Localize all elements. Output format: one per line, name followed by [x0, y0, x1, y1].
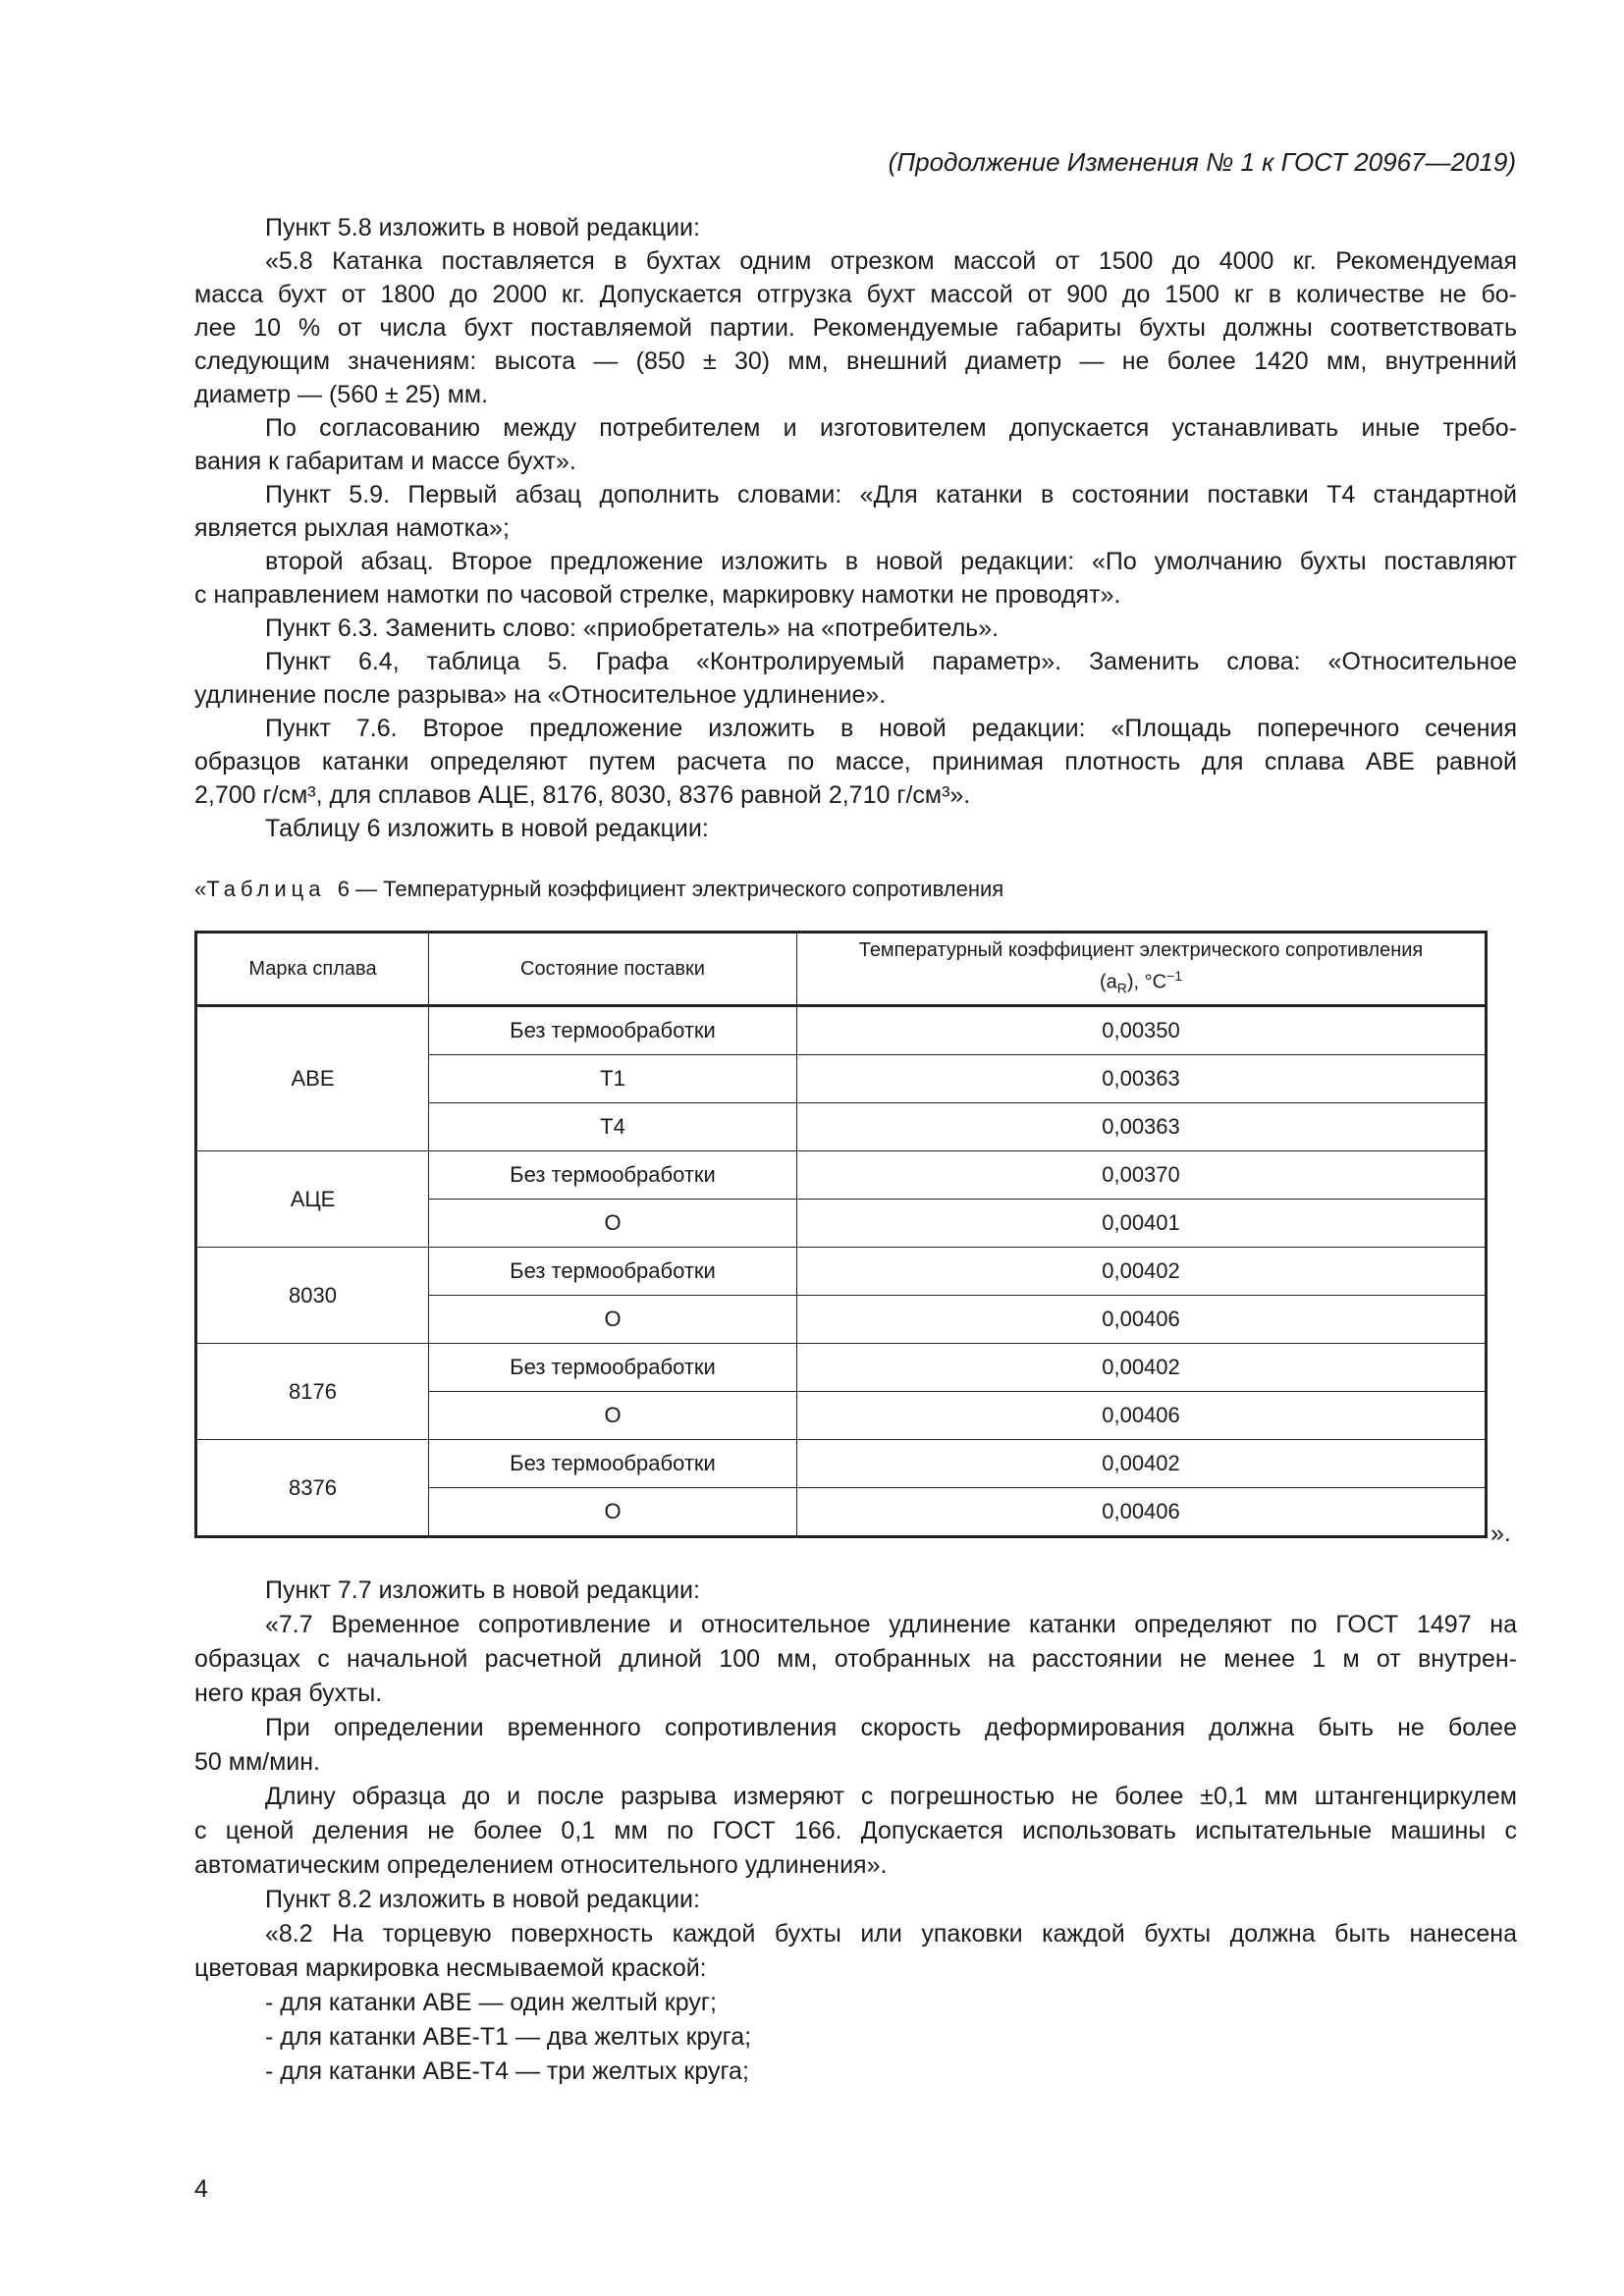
table-closing-quote: ».	[1490, 1520, 1511, 1547]
text-line: образцах с начальной расчетной длиной 100 мм, отобранных на расстоянии не менее 1 м от внутрен-	[194, 1645, 1517, 1673]
table-caption	[194, 877, 1003, 902]
cell-coefficient: 0,00370	[797, 1151, 1487, 1200]
paragraph	[194, 712, 1517, 812]
cell-coefficient: 0,00406	[797, 1392, 1487, 1440]
text-line: «5.8 Катанка поставляется в бухтах одним отрезком массой от 1500 до 4000 кг. Рекомендуемая	[265, 247, 1517, 275]
text-line: него края бухты.	[194, 1680, 383, 1707]
text-line: Пункт 6.4, таблица 5. Графа «Контролируемый параметр». Заменить слова: «Относительное	[265, 648, 1517, 675]
text-line: Таблицу 6 изложить в новой редакции:	[265, 815, 709, 842]
text-line: - для катанки АВЕ-Т4 — три желтых круга;	[265, 2057, 749, 2085]
cell-condition: О	[429, 1488, 797, 1537]
coef-symbol: (a	[1099, 971, 1117, 993]
paragraph	[194, 1917, 1517, 1986]
cell-coefficient: 0,00363	[797, 1055, 1487, 1103]
text-line: Пункт 7.7 изложить в новой редакции:	[265, 1576, 700, 1604]
table-row	[196, 1344, 1487, 1392]
table-row	[196, 1151, 1487, 1200]
table-row	[196, 1006, 1487, 1055]
text-line: с ценой деления не более 0,1 мм по ГОСТ 166. Допускается использовать испытательные машины с	[194, 1817, 1517, 1844]
text-line: вания к габаритам и массе бухт».	[194, 448, 576, 475]
text-line: является рыхлая намотка»;	[194, 514, 510, 542]
cell-grade: АВЕ	[196, 1006, 429, 1151]
paragraph	[194, 244, 1517, 411]
paragraph	[194, 1986, 1517, 2020]
text-line: Пункт 5.9. Первый абзац дополнить словами: «Для катанки в состоянии поставки Т4 стандартной	[265, 481, 1517, 508]
text-line: Длину образца до и после разрыва измеряют с погрешностью не более ±0,1 мм штангенциркулем	[265, 1783, 1517, 1810]
running-header: (Продолжение Изменения № 1 к ГОСТ 20967—2019)	[888, 147, 1516, 177]
header-coefficient	[797, 933, 1487, 1006]
text-line: Пункт 8.2 изложить в новой редакции:	[265, 1886, 700, 1913]
cell-condition: Без термообработки	[429, 1344, 797, 1392]
paragraph	[194, 612, 1517, 645]
text-line: диаметр — (560 ± 25) мм.	[194, 381, 489, 408]
page-number: 4	[194, 2175, 208, 2203]
paragraph	[194, 812, 1517, 845]
coefficient-table	[194, 931, 1488, 1538]
text-line: - для катанки АВЕ — один желтый круг;	[265, 1989, 717, 2016]
paragraph	[194, 1780, 1517, 1883]
body-text-top	[194, 211, 1517, 845]
paragraph	[194, 411, 1517, 478]
cell-condition: О	[429, 1296, 797, 1344]
cell-coefficient: 0,00402	[797, 1440, 1487, 1488]
body-text-bottom	[194, 1574, 1517, 2089]
table-header-row	[196, 933, 1487, 1006]
coef-unit-exponent: −1	[1166, 967, 1183, 984]
text-line: масса бухт от 1800 до 2000 кг. Допускается отгрузка бухт массой от 900 до 1500 кг в количестве не бо-	[194, 281, 1517, 308]
header-grade: Марка сплава	[196, 933, 429, 1006]
cell-grade: 8176	[196, 1344, 429, 1440]
cell-grade: 8030	[196, 1248, 429, 1344]
cell-condition: О	[429, 1392, 797, 1440]
text-line: удлинение после разрыва» на «Относительное удлинение».	[194, 681, 887, 709]
paragraph	[194, 1574, 1517, 1608]
header-coefficient-title: Температурный коэффициент электрического сопротивления	[858, 938, 1424, 961]
caption-label: Таблица	[206, 877, 326, 901]
cell-condition: О	[429, 1200, 797, 1248]
paragraph	[194, 645, 1517, 712]
text-line: цветовая маркировка несмываемой краской:	[194, 1954, 707, 1982]
cell-condition: Без термообработки	[429, 1248, 797, 1296]
paragraph	[194, 1608, 1517, 1711]
text-line: 50 мм/мин.	[194, 1748, 320, 1776]
cell-coefficient: 0,00363	[797, 1103, 1487, 1151]
cell-condition: Без термообработки	[429, 1006, 797, 1055]
paragraph	[194, 2020, 1517, 2055]
caption-title: 6 — Температурный коэффициент электрического сопротивления	[337, 877, 1004, 901]
text-line: лее 10 % от числа бухт поставляемой партии. Рекомендуемые габариты бухты должны соответствовать	[194, 314, 1517, 342]
paragraph	[194, 1883, 1517, 1917]
cell-condition: Т4	[429, 1103, 797, 1151]
paragraph	[194, 211, 1517, 244]
text-line: Пункт 6.3. Заменить слово: «приобретатель» на «потребитель».	[265, 614, 1000, 642]
text-line: следующим значениям: высота — (850 ± 30) мм, внешний диаметр — не более 1420 мм, внутренний	[194, 347, 1517, 375]
text-line: При определении временного сопротивления скорость деформирования должна быть не более	[265, 1714, 1517, 1741]
cell-coefficient: 0,00406	[797, 1488, 1487, 1537]
text-line: 2,700 г/см³, для сплавов АЦЕ, 8176, 8030, 8376 равной 2,710 г/см³».	[194, 781, 971, 809]
cell-coefficient: 0,00350	[797, 1006, 1487, 1055]
cell-grade: АЦЕ	[196, 1151, 429, 1248]
coef-subscript: R	[1116, 980, 1127, 996]
cell-grade: 8376	[196, 1440, 429, 1537]
text-line: По согласованию между потребителем и изготовителем допускается устанавливать иные требо-	[265, 414, 1517, 442]
text-line: второй абзац. Второе предложение изложить в новой редакции: «По умолчанию бухты поставляют	[265, 548, 1517, 575]
header-condition: Состояние поставки	[429, 933, 797, 1006]
coef-unit: ), °C	[1126, 971, 1167, 993]
paragraph	[194, 1711, 1517, 1780]
caption-prefix: «	[194, 877, 207, 901]
cell-condition: Т1	[429, 1055, 797, 1103]
text-line: - для катанки АВЕ-Т1 — два желтых круга;	[265, 2023, 752, 2051]
text-line: Пункт 7.6. Второе предложение изложить в новой редакции: «Площадь поперечного сечения	[265, 715, 1517, 742]
text-line: автоматическим определением относительного удлинения».	[194, 1851, 888, 1879]
cell-coefficient: 0,00402	[797, 1248, 1487, 1296]
cell-coefficient: 0,00401	[797, 1200, 1487, 1248]
cell-coefficient: 0,00406	[797, 1296, 1487, 1344]
table-row	[196, 1440, 1487, 1488]
paragraph	[194, 2055, 1517, 2089]
paragraph	[194, 545, 1517, 612]
table-row	[196, 1248, 1487, 1296]
table-body	[196, 1006, 1487, 1537]
paragraph	[194, 478, 1517, 545]
text-line: образцов катанки определяют путем расчета по массе, принимая плотность для сплава АВЕ равной	[194, 748, 1517, 775]
cell-condition: Без термообработки	[429, 1440, 797, 1488]
text-line: с направлением намотки по часовой стрелке, маркировку намотки не проводят».	[194, 581, 1121, 609]
text-line: «7.7 Временное сопротивление и относительное удлинение катанки определяют по ГОСТ 1497 на	[265, 1611, 1517, 1638]
text-line: Пункт 5.8 изложить в новой редакции:	[265, 214, 700, 241]
text-line: «8.2 На торцевую поверхность каждой бухты или упаковки каждой бухты должна быть нанесена	[265, 1920, 1517, 1948]
cell-condition: Без термообработки	[429, 1151, 797, 1200]
cell-coefficient: 0,00402	[797, 1344, 1487, 1392]
